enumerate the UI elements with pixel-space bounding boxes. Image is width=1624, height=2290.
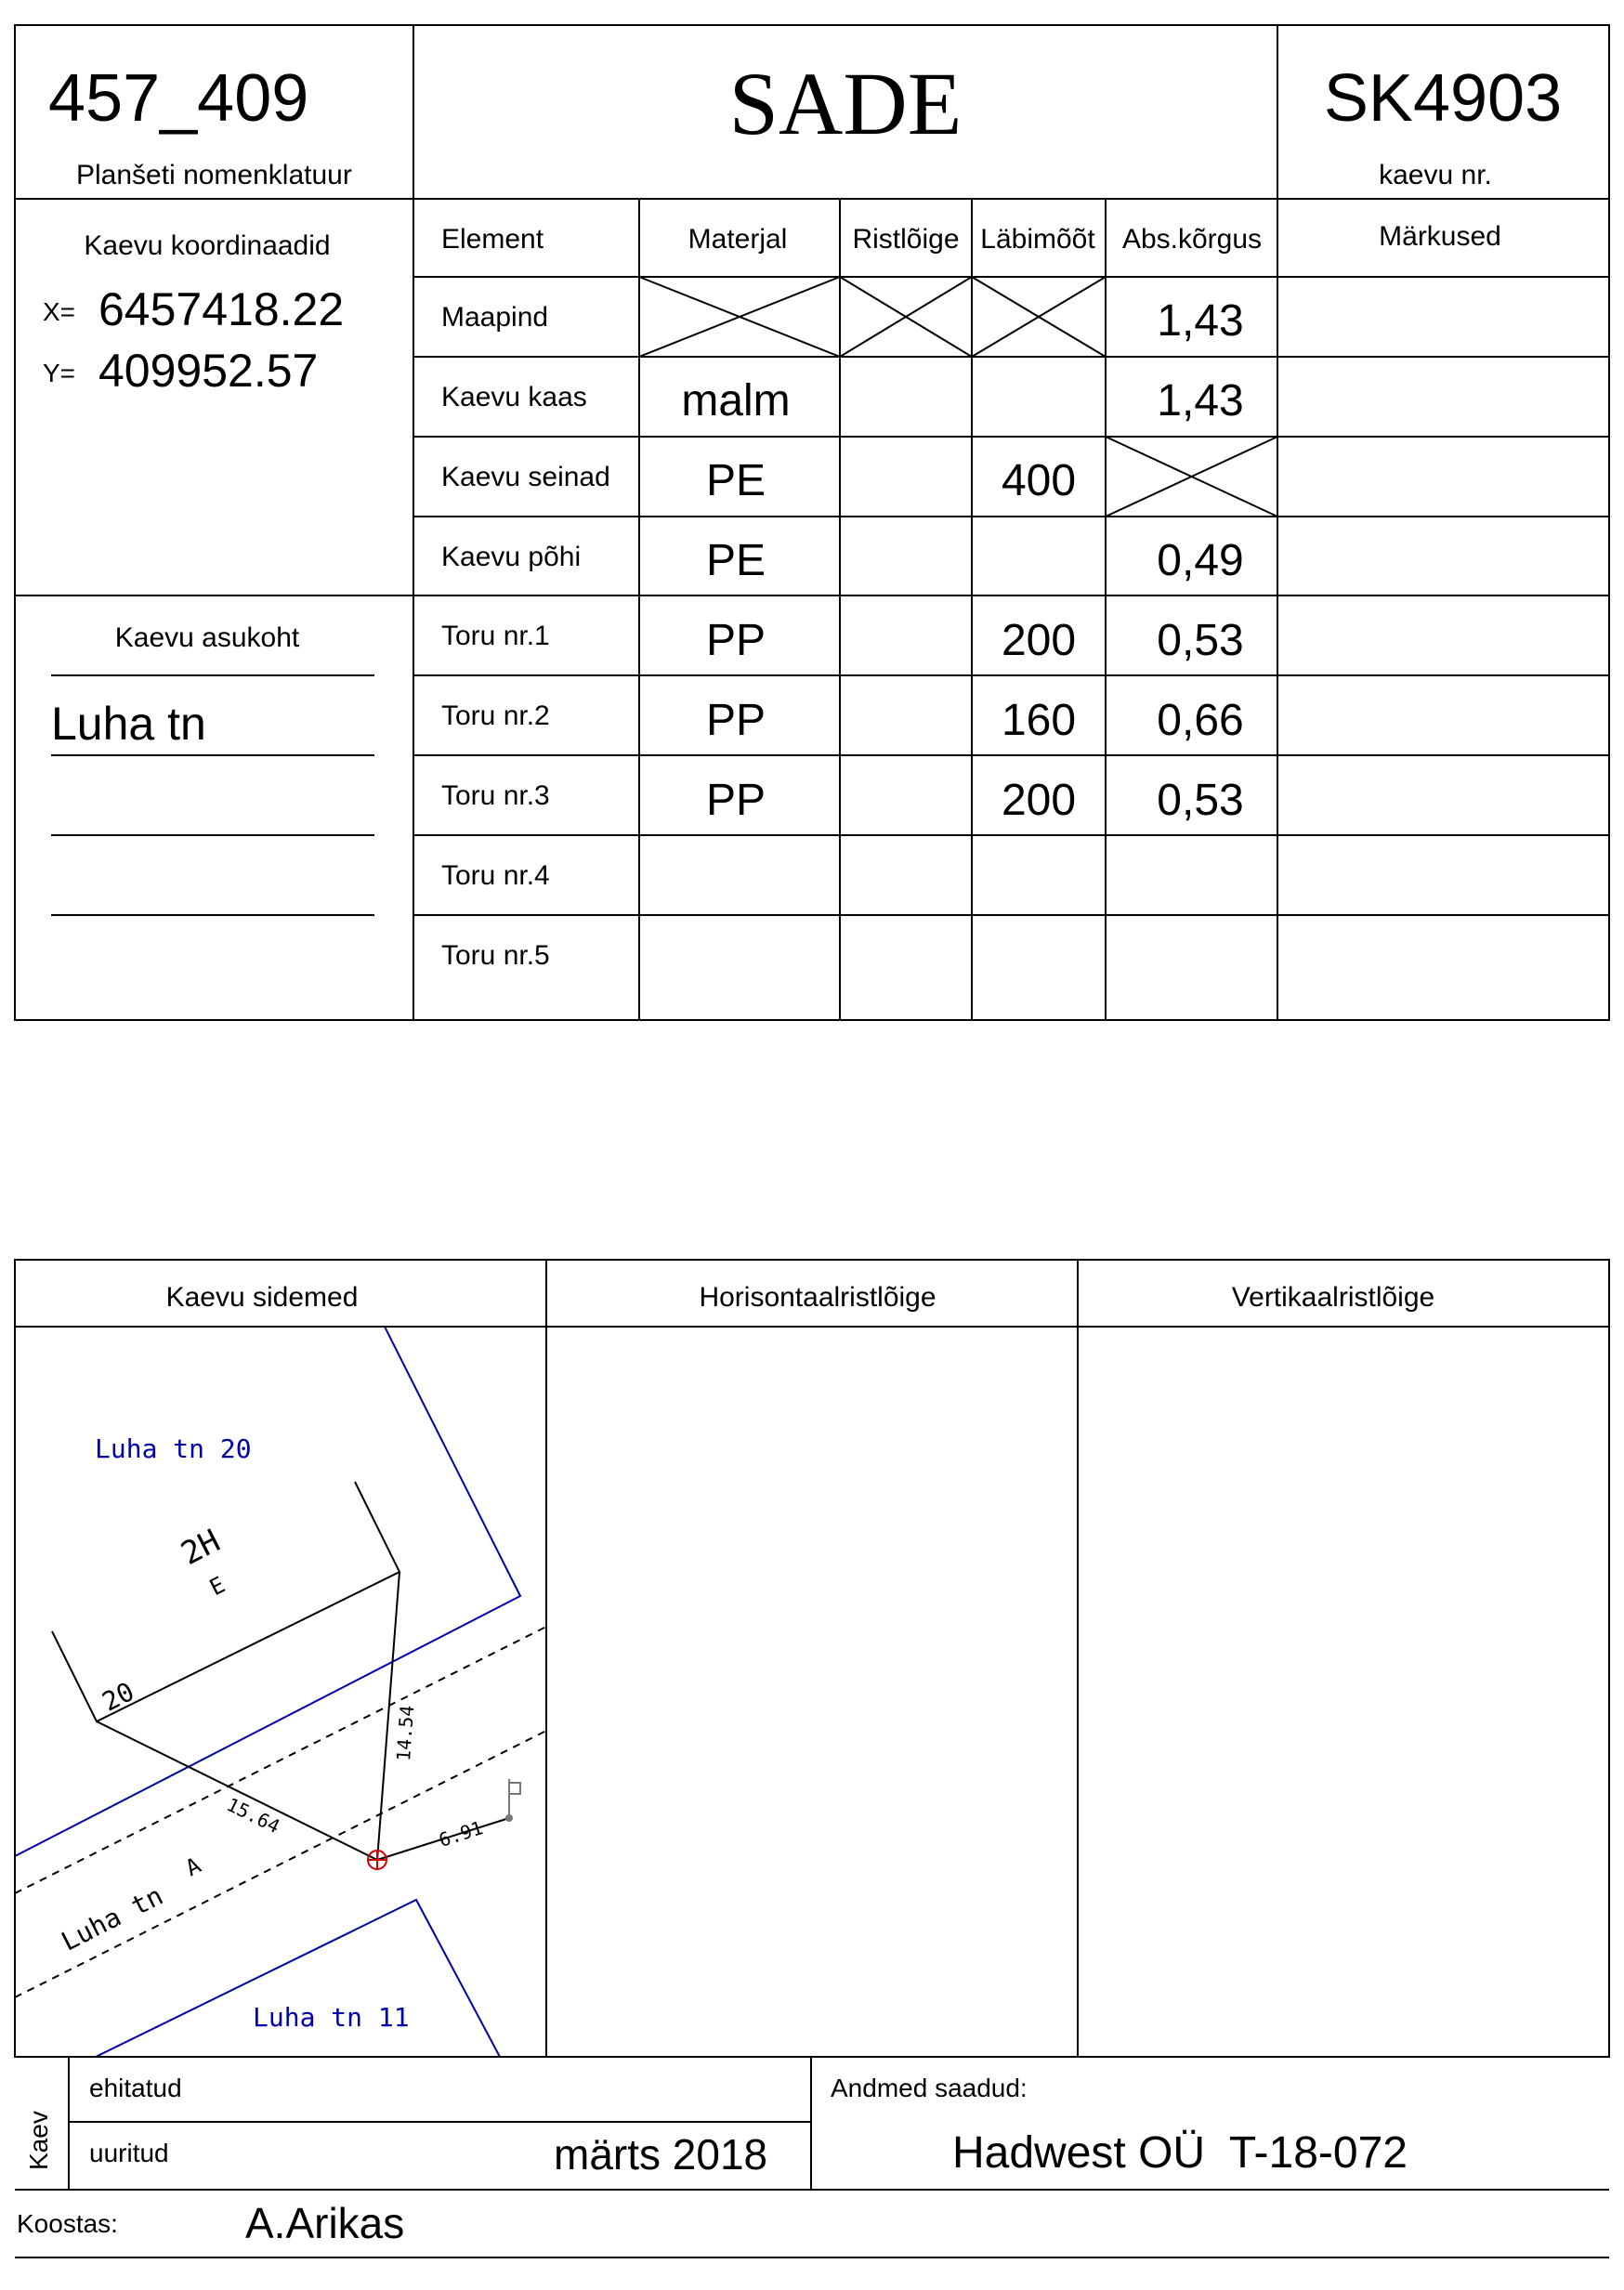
header-diameter: Läbimõõt	[980, 224, 1095, 255]
header-material: Materjal	[688, 224, 788, 255]
row-element: Toru nr.1	[441, 621, 550, 651]
section-horizontal-title: Horisontaalristlõige	[699, 1282, 936, 1313]
row-material: PP	[705, 696, 766, 745]
row-material: PE	[705, 536, 766, 585]
well-number-label: kaevu nr.	[1379, 160, 1492, 190]
row-material: PP	[705, 616, 766, 665]
tie-dimension-3: 6.91	[436, 1816, 486, 1852]
header-cross-section: Ristlõige	[852, 224, 960, 255]
street-label: Luha tn	[56, 1879, 168, 1957]
plot-boundaries	[15, 1327, 520, 2057]
row-element: Toru nr.5	[441, 940, 550, 971]
well-side-label: Kaev	[24, 2111, 53, 2170]
coordinate-y-label: Y=	[43, 359, 76, 387]
coordinate-x-label: X=	[43, 297, 76, 326]
row-element: Kaevu kaas	[441, 382, 587, 412]
section-vertical-title: Vertikaalristlõige	[1231, 1282, 1435, 1313]
well-number: SK4903	[1323, 61, 1563, 136]
tie-dimension-1: 15.64	[223, 1793, 284, 1839]
row-diameter: 160	[1001, 696, 1077, 745]
author-value: A.Arikas	[245, 2199, 405, 2247]
header-notes: Märkused	[1379, 221, 1501, 252]
surveyed-label: uuritud	[89, 2139, 169, 2167]
row-diameter: 200	[1001, 616, 1077, 665]
row-element: Kaevu põhi	[441, 542, 582, 572]
row-abs-height: 0,49	[1157, 536, 1244, 585]
nomenclature-value: 457_409	[48, 61, 309, 136]
row-material: malm	[681, 376, 791, 425]
street-sub-label: A	[181, 1852, 205, 1882]
row-diameter: 200	[1001, 776, 1077, 825]
nomenclature-label: Planšeti nomenklatuur	[76, 160, 352, 190]
building-outline	[52, 1482, 509, 1860]
row-abs-height: 0,53	[1157, 776, 1244, 825]
row-element: Kaevu seinad	[441, 462, 610, 492]
row-diameter: 400	[1001, 456, 1077, 505]
header-element: Element	[441, 224, 544, 255]
tie-dimension-2: 14.54	[392, 1704, 419, 1762]
row-abs-height: 0,66	[1157, 696, 1244, 745]
author-label: Koostas:	[17, 2209, 118, 2238]
surveyed-date: märts 2018	[554, 2130, 768, 2179]
location-value: Luha tn	[51, 698, 206, 750]
built-label: ehitatud	[89, 2074, 182, 2102]
data-source-label: Andmed saadud:	[831, 2074, 1028, 2102]
row-material: PE	[705, 456, 766, 505]
row-abs-height: 0,53	[1157, 616, 1244, 665]
row-material: PP	[705, 776, 766, 825]
row-element: Toru nr.4	[441, 860, 550, 891]
location-title: Kaevu asukoht	[114, 622, 300, 653]
well-marker-icon	[368, 1851, 386, 1869]
row-element: Toru nr.2	[441, 700, 550, 731]
well-type-title: SADE	[728, 54, 963, 153]
row-element: Toru nr.3	[441, 780, 550, 811]
section-ties-title: Kaevu sidemed	[165, 1282, 359, 1313]
hydrant-icon	[509, 1779, 520, 1818]
row-element: Maapind	[441, 302, 549, 333]
coordinate-x-value: 6457418.22	[98, 283, 345, 335]
building-sub-label: E	[205, 1571, 229, 1602]
data-source-value: Hadwest OÜ T-18-072	[951, 2128, 1408, 2178]
coordinates-title: Kaevu koordinaadid	[84, 230, 331, 261]
row-abs-height: 1,43	[1157, 296, 1244, 346]
plot-top-label: Luha tn 20	[95, 1433, 252, 1464]
building-label: 2H	[175, 1522, 227, 1573]
building-number: 20	[97, 1676, 139, 1718]
header-abs-height: Abs.kõrgus	[1121, 224, 1263, 255]
row-abs-height: 1,43	[1157, 376, 1244, 425]
plot-bottom-label: Luha tn 11	[253, 2002, 410, 2033]
coordinate-y-value: 409952.57	[98, 345, 319, 397]
